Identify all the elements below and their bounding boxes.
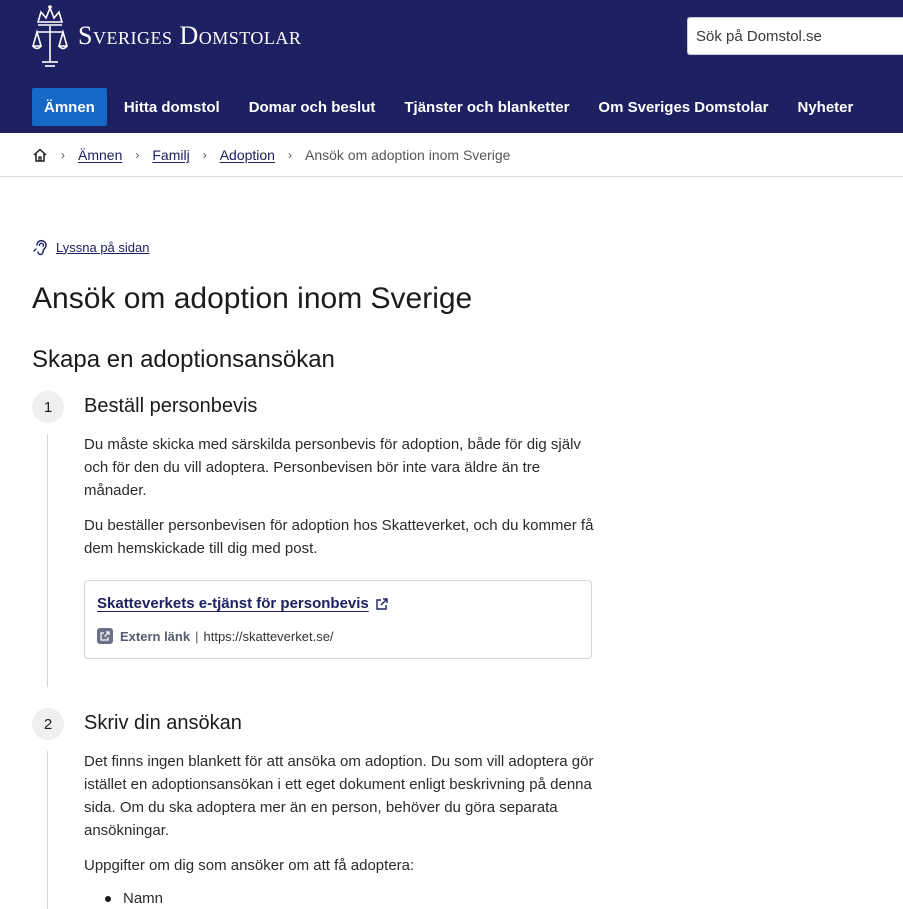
- external-link[interactable]: [97, 595, 389, 612]
- nav-item-om-sveriges-domstolar[interactable]: Om Sveriges Domstolar: [598, 98, 769, 116]
- step-number-2: 2: [32, 708, 64, 740]
- step-2-paragraph-1: Det finns ingen blankett för att ansöka om adoption. Du som vill adoptera gör istället en adoptionsansökan i ett eget dokument enligt beskrivning på denna sida. Om du ska adoptera mer än en person, behöver du göra separata ansökningar.: [84, 753, 594, 839]
- chevron-right-icon: ›: [287, 148, 292, 162]
- nav-item-nyheter[interactable]: Nyheter: [797, 98, 854, 116]
- external-link-badge-icon: [97, 628, 113, 644]
- external-link-card: [84, 580, 592, 659]
- step-line-2: [47, 751, 48, 909]
- breadcrumb-link-amnen[interactable]: Ämnen: [78, 147, 123, 163]
- listen-link[interactable]: [32, 238, 149, 256]
- site-logo[interactable]: [32, 4, 301, 68]
- step-2-paragraph-2: Uppgifter om dig som ansöker om att få adoptera:: [84, 857, 415, 874]
- step-1-paragraph-2: Du beställer personbevisen för adoption hos Skatteverket, och du kommer få dem hemskickade till dig med post.: [84, 517, 594, 557]
- site-header: [0, 0, 903, 133]
- breadcrumb-link-familj[interactable]: Familj: [152, 147, 190, 163]
- external-link-meta: [97, 628, 334, 644]
- meta-separator: |: [195, 628, 199, 644]
- nav-item-domar-och-beslut[interactable]: Domar och beslut: [248, 98, 376, 116]
- step-title-2: Skriv din ansökan: [84, 712, 242, 734]
- breadcrumb-current: Ansök om adoption inom Sverige: [304, 147, 511, 163]
- chevron-right-icon: ›: [202, 148, 207, 162]
- listen-label: Lyssna på sidan: [56, 239, 150, 255]
- section-title: Skapa en adoptionsansökan: [32, 346, 335, 373]
- nav-item-amnen[interactable]: Ämnen: [32, 88, 107, 126]
- list-item: Namn: [105, 890, 163, 907]
- step-title-1: Beställ personbevis: [84, 395, 258, 417]
- logo-text: Sveriges Domstolar: [78, 21, 302, 50]
- external-link-title: Skatteverkets e-tjänst för personbevis: [97, 595, 369, 612]
- external-link-url: https://skatteverket.se/: [203, 628, 334, 644]
- breadcrumb: [32, 143, 510, 167]
- nav-item-tjanster-och-blanketter[interactable]: Tjänster och blanketter: [404, 98, 570, 116]
- divider: [0, 176, 903, 177]
- main-nav: [32, 88, 870, 126]
- chevron-right-icon: ›: [61, 148, 65, 162]
- step-number-1: 1: [32, 391, 64, 423]
- nav-item-hitta-domstol[interactable]: Hitta domstol: [123, 98, 220, 116]
- crown-scales-icon: [32, 4, 68, 68]
- page-title: Ansök om adoption inom Sverige: [32, 282, 473, 315]
- external-link-type: Extern länk: [120, 628, 191, 644]
- external-link-icon: [375, 597, 389, 611]
- breadcrumb-link-adoption[interactable]: Adoption: [219, 147, 275, 163]
- home-icon[interactable]: [32, 147, 48, 163]
- chevron-right-icon: ›: [135, 148, 140, 162]
- search-input[interactable]: [687, 17, 903, 55]
- ear-icon: [32, 238, 50, 256]
- step-line-1: [47, 434, 48, 687]
- step-1-paragraph-1: Du måste skicka med särskilda personbevis för adoption, både för dig själv och för den du vill adoptera. Personbevisen bör inte vara äldre än tre månader.: [84, 436, 581, 499]
